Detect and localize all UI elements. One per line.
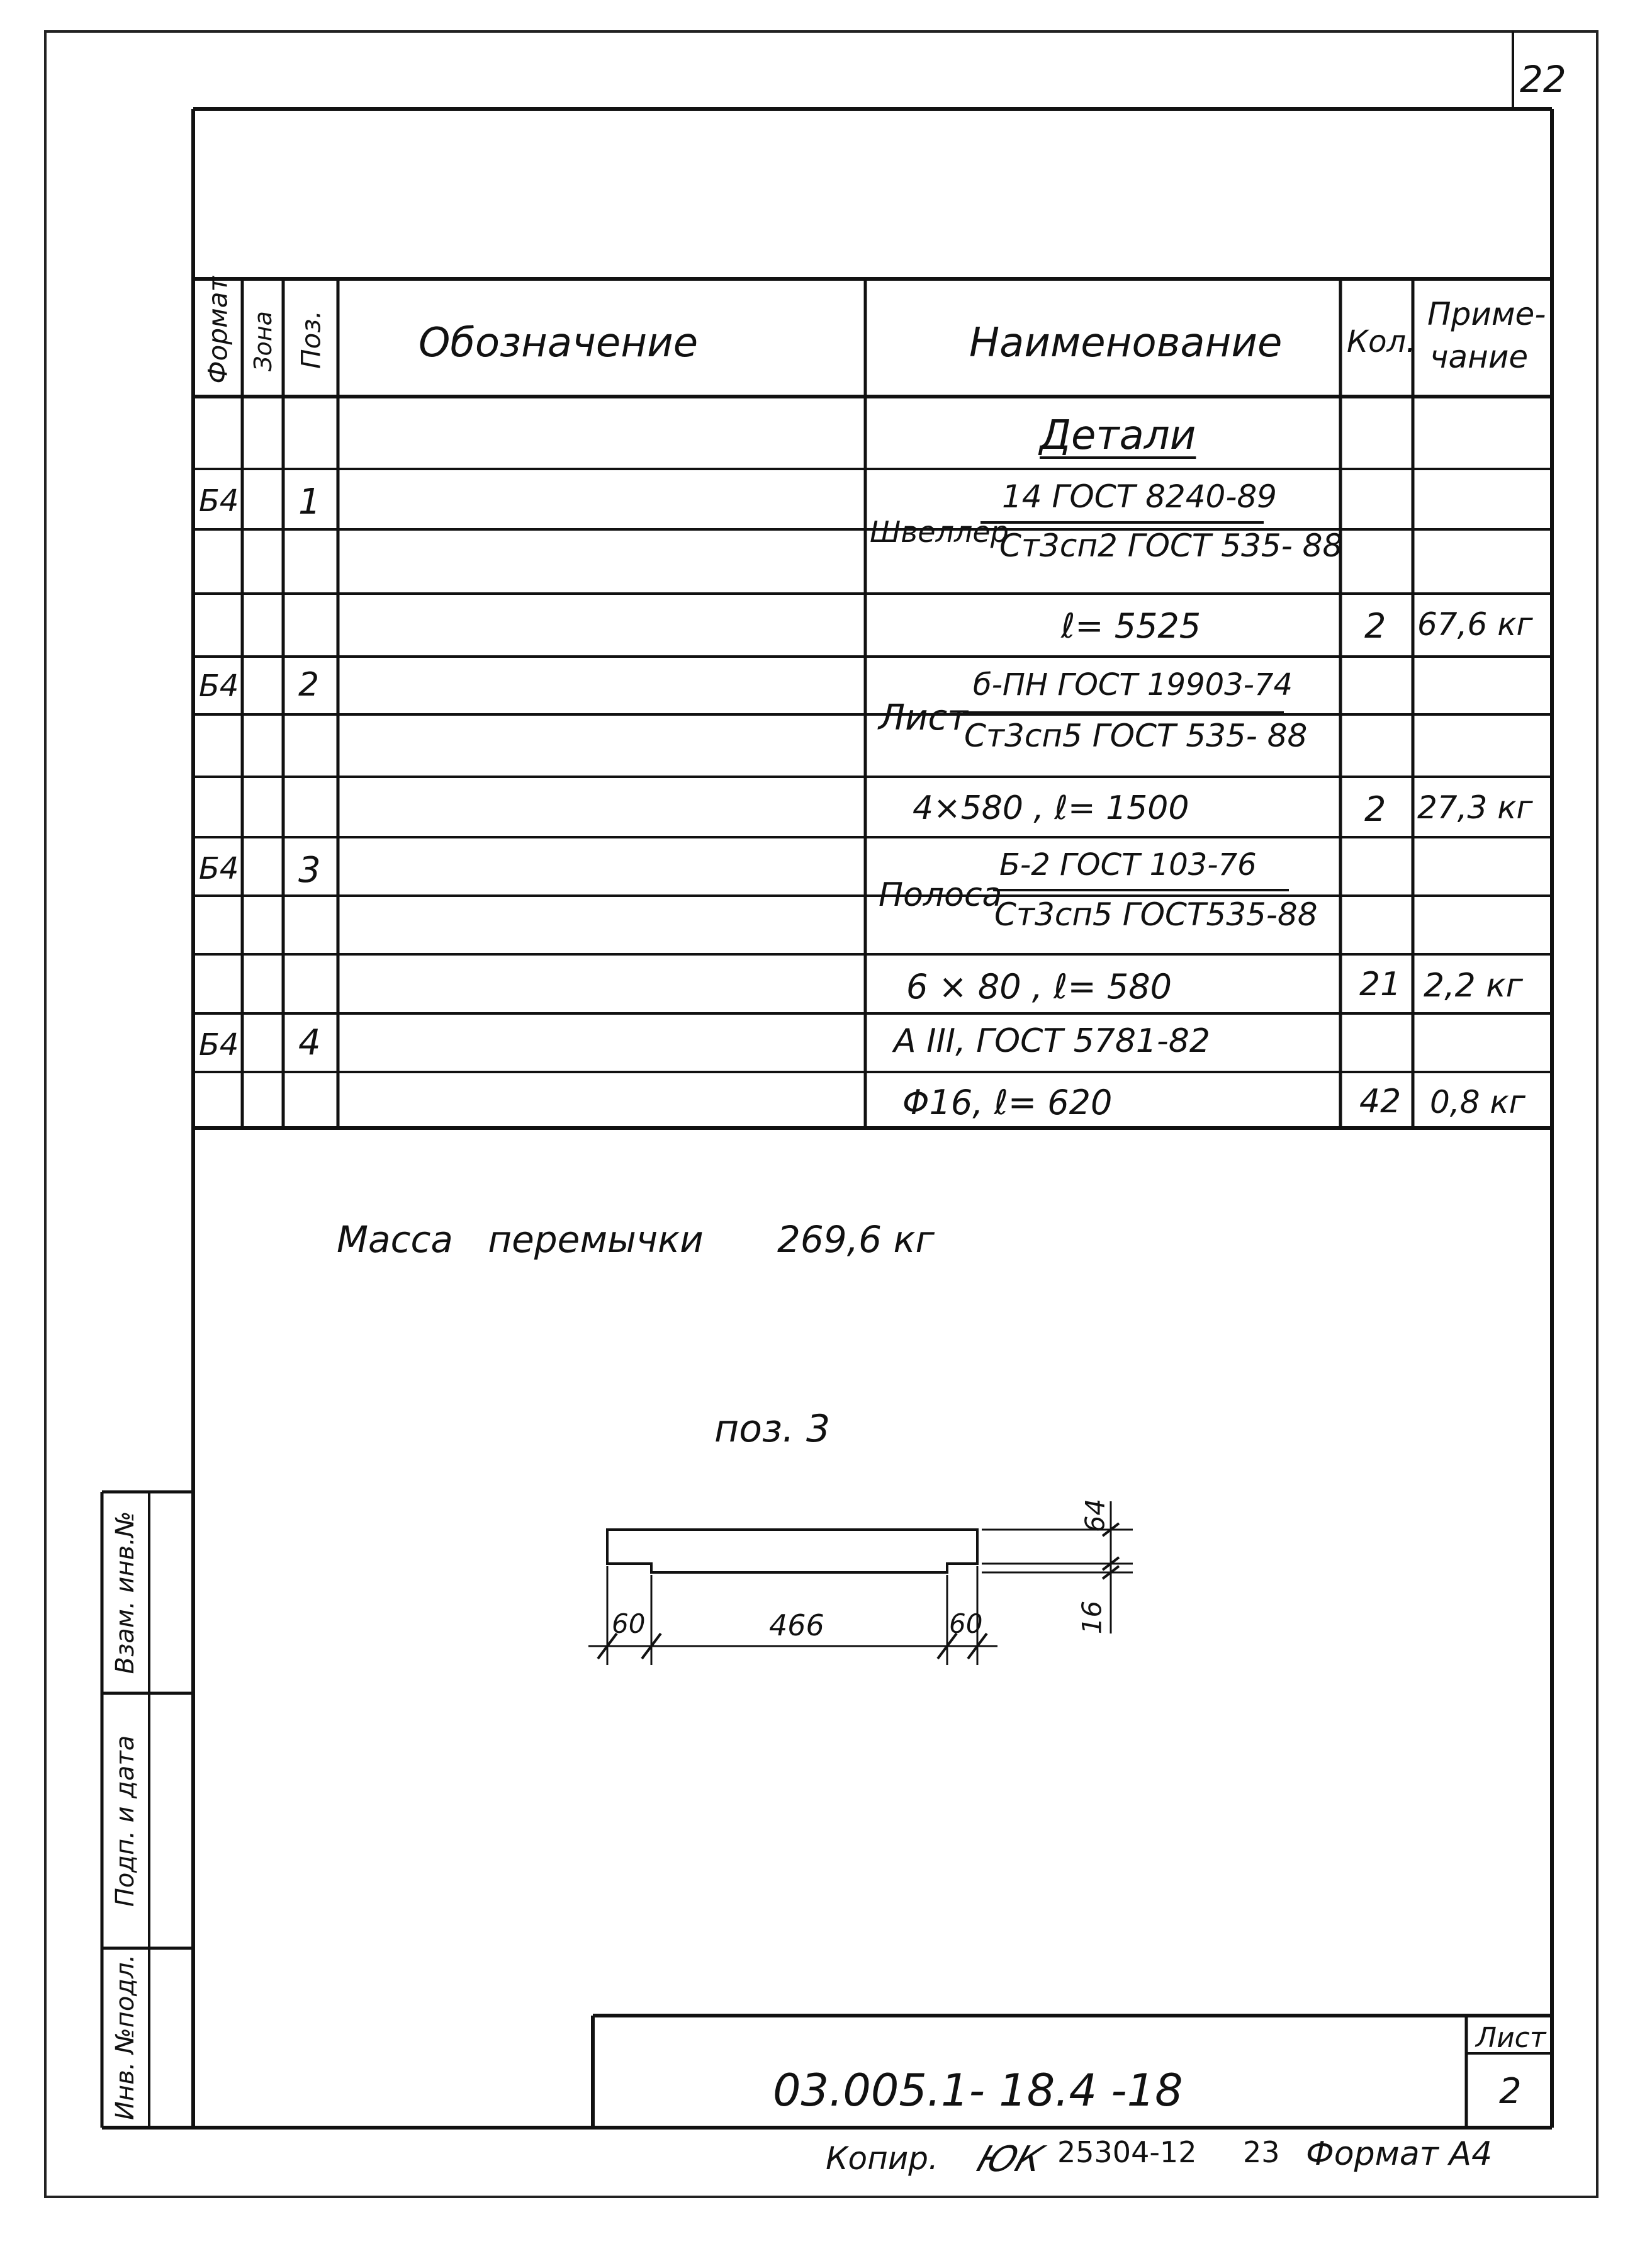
header-zone: Зона: [249, 311, 277, 371]
row-3-format: Б4: [199, 851, 239, 886]
footer-order-sheet: 23: [1243, 2135, 1280, 2169]
row-3-detail: 6 × 80 , ℓ= 580: [906, 967, 1172, 1007]
row-4-qty: 42: [1359, 1083, 1402, 1120]
row-3-name-prefix: Полоса: [879, 876, 1003, 914]
row-1-qty: 2: [1364, 606, 1386, 646]
row-3-fraction-bar: [993, 889, 1289, 891]
row-2-detail: 4×580 , ℓ= 1500: [913, 789, 1189, 827]
row-3-qty: 21: [1359, 966, 1402, 1003]
mass-label: Масса перемычки: [337, 1218, 704, 1261]
footer-copy-label: Копир.: [826, 2140, 938, 2177]
row-3-name-den: Ст3сп5 ГОСТ535-88: [994, 896, 1318, 933]
sheet-number: 2: [1499, 2071, 1522, 2112]
stamp-inv-sub: Инв. №подл.: [111, 1954, 140, 2120]
row-2-name-num: б-ПН ГОСТ 19903-74: [973, 667, 1293, 702]
row-4-name-line: А III, ГОСТ 5781-82: [894, 1022, 1210, 1060]
row-3-note: 2,2 кг: [1424, 967, 1523, 1005]
header-note-line1: Приме-: [1427, 296, 1546, 332]
stamp-vzam-inv: Взам. инв.№: [111, 1511, 140, 1674]
row-1-name-prefix: Швеллер: [870, 515, 1009, 549]
row-1-note: 67,6 кг: [1417, 606, 1533, 643]
row-2-format: Б4: [199, 669, 239, 704]
section-title: Детали: [1040, 412, 1196, 459]
row-1-name-num: 14 ГОСТ 8240-89: [1002, 478, 1277, 515]
row-2-note: 27,3 кг: [1417, 789, 1533, 826]
row-2-fraction-bar: [963, 711, 1284, 714]
row-2-name-den: Ст3сп5 ГОСТ 535- 88: [964, 718, 1308, 754]
row-1-pos: 1: [298, 482, 321, 522]
mass-value: 269,6 кг: [777, 1218, 935, 1261]
header-name: Наименование: [969, 320, 1283, 366]
header-designation: Обозначение: [419, 320, 699, 366]
stamp-sign-date: Подп. и дата: [111, 1735, 140, 1907]
row-3-pos: 3: [298, 850, 321, 891]
header-qty: Кол.: [1347, 324, 1416, 359]
footer-format: Формат А4: [1306, 2135, 1493, 2173]
row-2-pos: 2: [298, 666, 320, 704]
row-3-name-num: Б-2 ГОСТ 103-76: [999, 847, 1257, 883]
header-pos: Поз.: [295, 310, 327, 369]
dim-height-top: 64: [1079, 1498, 1111, 1533]
row-1-fraction-bar: [980, 521, 1264, 524]
row-4-format: Б4: [199, 1027, 239, 1063]
dim-middle: 466: [769, 1608, 824, 1642]
row-1-name-den: Ст3сп2 ГОСТ 535- 88: [999, 528, 1343, 564]
dim-right: 60: [949, 1608, 983, 1639]
sheet-label: Лист: [1476, 2022, 1546, 2054]
row-1-format: Б4: [199, 483, 239, 519]
drawing-title: поз. 3: [714, 1407, 831, 1451]
row-2-name-prefix: Лист: [879, 697, 968, 738]
row-1-detail: ℓ= 5525: [1061, 606, 1201, 646]
part-drawing: [588, 1501, 1133, 1665]
dim-left: 60: [612, 1608, 646, 1639]
sheet-corner-number: 22: [1520, 58, 1566, 101]
header-format: Формат: [202, 276, 233, 384]
footer-order: 25304-12: [1057, 2135, 1197, 2169]
row-4-pos: 4: [298, 1022, 321, 1063]
header-note-line2: чание: [1430, 339, 1529, 375]
row-4-note: 0,8 кг: [1430, 1084, 1525, 1120]
doc-number: 03.005.1- 18.4 -18: [773, 2065, 1183, 2116]
row-4-detail: Φ16, ℓ= 620: [902, 1083, 1113, 1122]
row-2-qty: 2: [1364, 789, 1386, 829]
dim-height-side: 16: [1076, 1600, 1108, 1635]
footer-signature: ЮК: [972, 2139, 1048, 2180]
